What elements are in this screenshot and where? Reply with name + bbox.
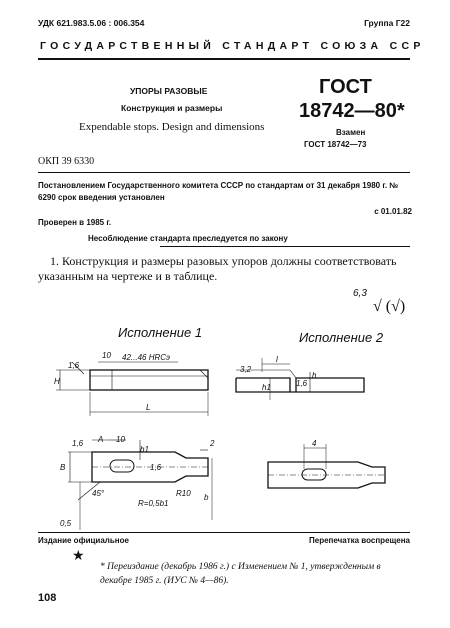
dim-10: 10 <box>102 351 111 360</box>
roughness-value: 6,3 <box>353 288 367 299</box>
dim-l: l <box>276 355 278 364</box>
dim-0-5: 0,5 <box>60 519 72 528</box>
dim-4: 4 <box>312 439 317 448</box>
footer-divider <box>38 532 410 533</box>
exec1-side-body <box>90 370 208 390</box>
replaces-value: ГОСТ 18742—73 <box>304 140 367 149</box>
roughness-symbol-icon: √ (√) <box>373 298 406 315</box>
dim-1-6-b: 1,6 <box>296 379 308 388</box>
dim-1-6-d: 1,6 <box>150 463 162 472</box>
dim-2: 2 <box>210 439 215 448</box>
gost-label: ГОСТ <box>319 76 372 98</box>
doc-title-en: Expendable stops. Design and dimensions <box>79 121 265 133</box>
dim-H: H <box>54 377 60 386</box>
doc-subtitle-ru: Конструкция и размеры <box>121 103 223 113</box>
dim-1-6-c: 1,6 <box>72 439 84 448</box>
official-edition: Издание официальное <box>38 536 129 545</box>
dim-3-2: 3,2 <box>240 365 252 374</box>
doc-title-ru: УПОРЫ РАЗОВЫЕ <box>130 86 208 96</box>
star-icon: ★ <box>72 549 85 564</box>
dim-R10: R10 <box>176 489 191 498</box>
dim-45: 45° <box>92 489 105 498</box>
dim-b: b <box>204 493 209 502</box>
enforcement-notice: Несоблюдение стандарта преследуется по закону <box>88 234 288 243</box>
dim-h1: h1 <box>262 383 271 392</box>
checked-year: Проверен в 1985 г. <box>38 218 112 227</box>
execution-2-label: Исполнение 2 <box>299 330 384 345</box>
group-code: Группа Г22 <box>364 18 410 28</box>
dim-A: A <box>98 435 104 444</box>
dim-10-b: 10 <box>116 435 125 444</box>
standard-name: ГОСУДАРСТВЕННЫЙ СТАНДАРТ СОЮЗА ССР <box>40 40 425 52</box>
execution-1-label: Исполнение 1 <box>118 325 203 340</box>
effective-date: с 01.01.82 <box>374 207 412 216</box>
reprint-prohibited: Перепечатка воспрещена <box>309 536 410 545</box>
dim-1-6-a: 1,6 <box>68 361 80 370</box>
dim-R: R=0,5b1 <box>138 499 169 508</box>
dim-b1: b1 <box>140 445 149 454</box>
okp-code: ОКП 39 6330 <box>38 156 95 167</box>
hardness-label: 42...46 HRCэ <box>122 353 170 362</box>
dim-L: L <box>146 403 151 412</box>
udk-code: УДК 621.983.5.06 : 006.354 <box>38 18 145 28</box>
replaces-label: Взамен <box>336 128 366 137</box>
paragraph-1: 1. Конструкция и размеры разовых упоров должны соответствовать указанным на чертеже и в таблице. <box>38 254 397 283</box>
dim-h: h <box>312 371 317 380</box>
page-number: 108 <box>38 592 57 604</box>
gost-number: 18742—80* <box>299 100 405 122</box>
dim-B: B <box>60 463 66 472</box>
decree-text: Постановлением Государственного комитета СССР по стандартам от 31 декабря 1980 г. № 6290 срок введения установлен <box>38 181 399 202</box>
reissue-note: * Переиздание (декабрь 1986 г.) с Изменением № 1, утвержденным в декабре 1985 г. (ИУС № 4—86). <box>100 562 381 586</box>
